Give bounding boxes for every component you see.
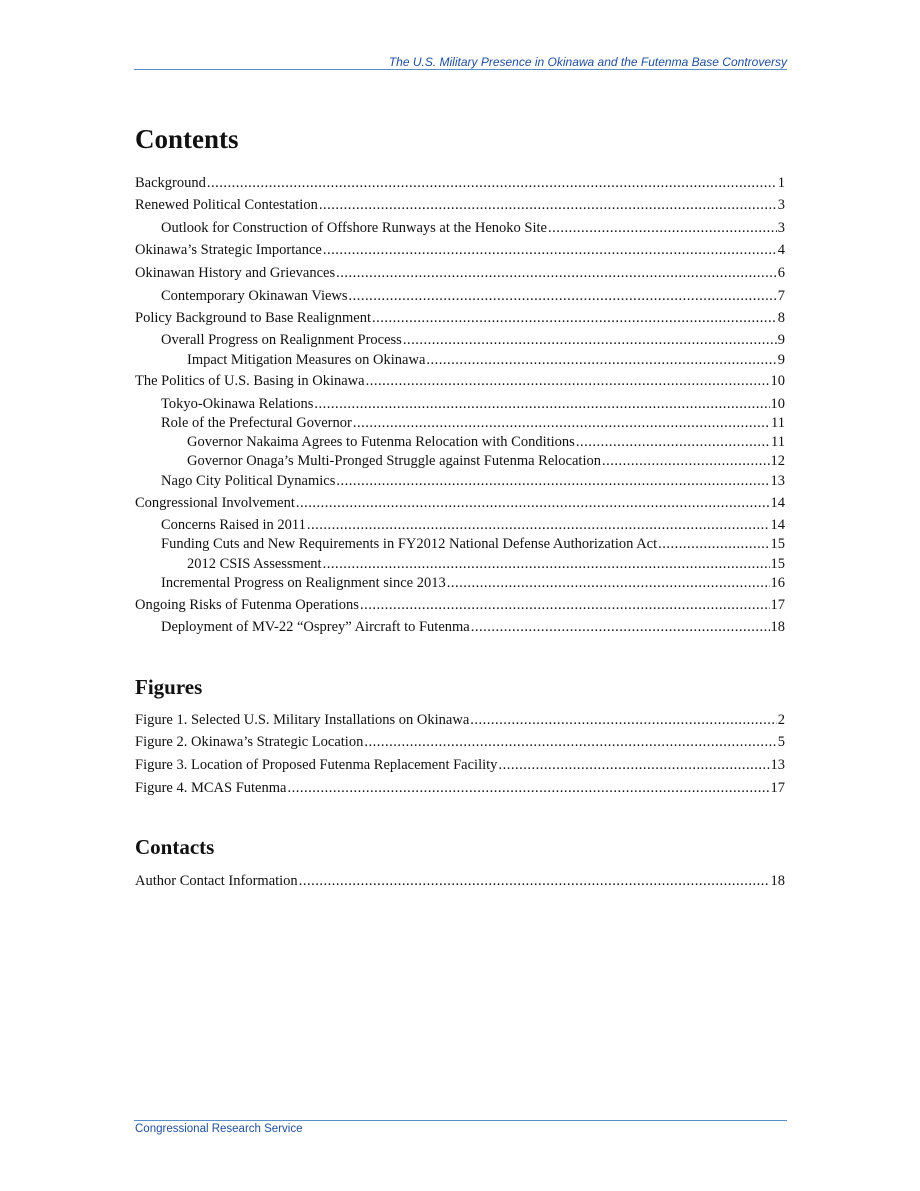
footer-text: Congressional Research Service bbox=[135, 1123, 303, 1135]
contents-entry-page: 18 bbox=[770, 619, 785, 635]
contents-entry-label: Overall Progress on Realignment Process bbox=[161, 332, 402, 348]
header-rule bbox=[134, 69, 787, 70]
contents-entry-page: 16 bbox=[770, 575, 785, 591]
figures-entry[interactable] bbox=[135, 711, 785, 729]
contents-entry-label: Policy Background to Base Realignment bbox=[135, 310, 371, 326]
dot-leader bbox=[471, 618, 770, 636]
contents-entry-label: Funding Cuts and New Requirements in FY2012 National Defense Authorization Act bbox=[161, 536, 658, 552]
contents-entry-page: 14 bbox=[770, 495, 785, 511]
figures-entry-page: 5 bbox=[777, 734, 785, 750]
contents-entry-page: 7 bbox=[777, 288, 785, 304]
dot-leader bbox=[296, 494, 770, 512]
contents-entry-label: Governor Nakaima Agrees to Futenma Relocation with Conditions bbox=[187, 434, 575, 450]
dot-leader bbox=[364, 733, 776, 751]
dot-leader bbox=[319, 196, 777, 214]
contents-entry-page: 4 bbox=[777, 242, 785, 258]
contents-entry[interactable] bbox=[135, 472, 785, 490]
contents-entry-label: Nago City Political Dynamics bbox=[161, 473, 336, 489]
dot-leader bbox=[403, 331, 777, 349]
contents-entry-page: 11 bbox=[771, 415, 785, 431]
dot-leader bbox=[360, 596, 770, 614]
contents-entry-page: 9 bbox=[777, 352, 785, 368]
contents-entry-label: Renewed Political Contestation bbox=[135, 197, 318, 213]
contacts-entry-page: 18 bbox=[770, 873, 785, 889]
figures-heading: Figures bbox=[135, 675, 203, 699]
running-header: The U.S. Military Presence in Okinawa and the Futenma Base Controversy bbox=[388, 55, 787, 69]
contents-entry[interactable] bbox=[135, 196, 785, 214]
contents-entry-label: Role of the Prefectural Governor bbox=[161, 415, 352, 431]
contents-entry-page: 15 bbox=[770, 556, 785, 572]
dot-leader bbox=[314, 395, 769, 413]
dot-leader bbox=[576, 433, 770, 451]
contents-entry-page: 9 bbox=[777, 332, 785, 348]
contents-entry-label: Congressional Involvement bbox=[135, 495, 295, 511]
dot-leader bbox=[299, 872, 770, 890]
contents-entry-page: 11 bbox=[771, 434, 785, 450]
contents-entry[interactable] bbox=[135, 618, 785, 636]
dot-leader bbox=[366, 372, 770, 390]
dot-leader bbox=[426, 351, 776, 369]
figures-entry[interactable] bbox=[135, 733, 785, 751]
contents-entry-label: Ongoing Risks of Futenma Operations bbox=[135, 597, 359, 613]
contents-entry[interactable] bbox=[135, 452, 785, 470]
contents-entry-page: 10 bbox=[770, 373, 785, 389]
contents-entry-label: 2012 CSIS Assessment bbox=[187, 556, 322, 572]
contents-entry-page: 17 bbox=[770, 597, 785, 613]
figures-entry-page: 2 bbox=[777, 712, 785, 728]
dot-leader bbox=[287, 779, 769, 797]
figures-entry[interactable] bbox=[135, 779, 785, 797]
contents-entry-page: 1 bbox=[777, 175, 785, 191]
contents-entry[interactable] bbox=[135, 555, 785, 573]
contents-entry-label: The Politics of U.S. Basing in Okinawa bbox=[135, 373, 365, 389]
dot-leader bbox=[498, 756, 769, 774]
contents-entry-label: Deployment of MV-22 “Osprey” Aircraft to Futenma bbox=[161, 619, 470, 635]
contents-entry[interactable] bbox=[135, 264, 785, 282]
dot-leader bbox=[447, 574, 770, 592]
dot-leader bbox=[548, 219, 777, 237]
contents-entry[interactable] bbox=[135, 309, 785, 327]
contents-entry[interactable] bbox=[135, 433, 785, 451]
figures-entry-label: Figure 4. MCAS Futenma bbox=[135, 780, 287, 796]
dot-leader bbox=[336, 264, 777, 282]
contents-entry[interactable] bbox=[135, 372, 785, 390]
contents-entry[interactable] bbox=[135, 596, 785, 614]
contacts-entry-label: Author Contact Information bbox=[135, 873, 298, 889]
contents-entry-page: 14 bbox=[770, 517, 785, 533]
dot-leader bbox=[372, 309, 777, 327]
contents-entry-label: Okinawa’s Strategic Importance bbox=[135, 242, 322, 258]
contents-entry[interactable] bbox=[135, 331, 785, 349]
dot-leader bbox=[353, 414, 770, 432]
contacts-heading: Contacts bbox=[135, 835, 215, 859]
contents-entry-label: Governor Onaga’s Multi-Pronged Struggle against Futenma Relocation bbox=[187, 453, 601, 469]
contents-entry[interactable] bbox=[135, 574, 785, 592]
contents-entry-label: Impact Mitigation Measures on Okinawa bbox=[187, 352, 426, 368]
dot-leader bbox=[602, 452, 770, 470]
dot-leader bbox=[336, 472, 769, 490]
contents-entry[interactable] bbox=[135, 174, 785, 192]
contents-entry[interactable] bbox=[135, 219, 785, 237]
contents-entry-page: 10 bbox=[770, 396, 785, 412]
contents-entry[interactable] bbox=[135, 494, 785, 512]
figures-entry-page: 13 bbox=[770, 757, 785, 773]
figures-entry-page: 17 bbox=[770, 780, 785, 796]
contents-entry-page: 12 bbox=[770, 453, 785, 469]
contents-entry-label: Contemporary Okinawan Views bbox=[161, 288, 348, 304]
contents-entry[interactable] bbox=[135, 414, 785, 432]
figures-entry-label: Figure 1. Selected U.S. Military Installations on Okinawa bbox=[135, 712, 470, 728]
contents-entry[interactable] bbox=[135, 351, 785, 369]
contents-entry-label: Background bbox=[135, 175, 206, 191]
contents-entry-label: Tokyo-Okinawa Relations bbox=[161, 396, 314, 412]
footer-rule bbox=[134, 1120, 787, 1121]
contents-entry[interactable] bbox=[135, 535, 785, 553]
figures-entry-label: Figure 3. Location of Proposed Futenma Replacement Facility bbox=[135, 757, 498, 773]
contents-heading: Contents bbox=[135, 124, 239, 154]
dot-leader bbox=[349, 287, 777, 305]
contents-entry-page: 15 bbox=[770, 536, 785, 552]
contents-entry-label: Okinawan History and Grievances bbox=[135, 265, 336, 281]
contents-entry-label: Concerns Raised in 2011 bbox=[161, 517, 306, 533]
dot-leader bbox=[470, 711, 776, 729]
figures-entry-label: Figure 2. Okinawa’s Strategic Location bbox=[135, 734, 364, 750]
contents-entry-page: 8 bbox=[777, 310, 785, 326]
contents-entry-page: 13 bbox=[770, 473, 785, 489]
contents-entry-label: Incremental Progress on Realignment since 2013 bbox=[161, 575, 446, 591]
figures-entry[interactable] bbox=[135, 756, 785, 774]
dot-leader bbox=[323, 555, 770, 573]
dot-leader bbox=[207, 174, 777, 192]
contents-entry[interactable] bbox=[135, 395, 785, 413]
contents-entry-page: 3 bbox=[777, 220, 785, 236]
contents-entry[interactable] bbox=[135, 516, 785, 534]
contacts-entry[interactable] bbox=[135, 872, 785, 890]
contents-entry[interactable] bbox=[135, 287, 785, 305]
contents-entry[interactable] bbox=[135, 241, 785, 259]
contents-entry-label: Outlook for Construction of Offshore Runways at the Henoko Site bbox=[161, 220, 547, 236]
dot-leader bbox=[658, 535, 769, 553]
contents-entry-page: 3 bbox=[777, 197, 785, 213]
dot-leader bbox=[307, 516, 770, 534]
dot-leader bbox=[323, 241, 777, 259]
contents-entry-page: 6 bbox=[777, 265, 785, 281]
